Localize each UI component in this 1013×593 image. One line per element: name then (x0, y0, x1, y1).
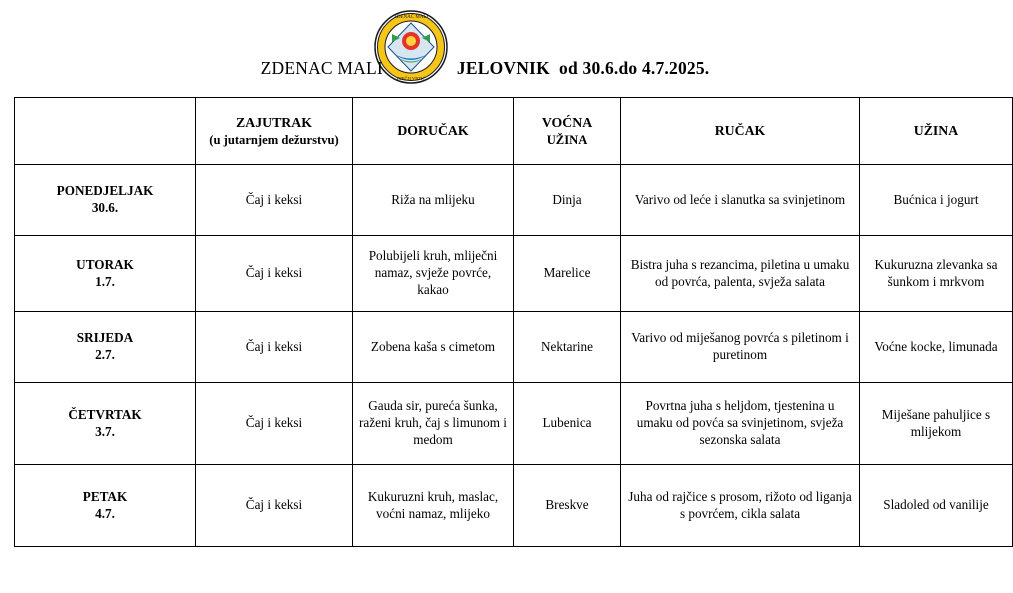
cell-rucak: Povrtna juha s heljdom, tjestenina u umaku od povća sa svinjetinom, svježa sezonska salata (621, 383, 860, 465)
day-date: 3.7. (95, 423, 115, 439)
cell-vocna-uzina: Nektarine (514, 312, 621, 383)
cell-uzina: Miješane pahuljice s mlijekom (860, 383, 1013, 465)
column-header-zajutrak-sub: (u jutarnjem dežurstvu) (209, 132, 339, 147)
document-header (0, 0, 970, 92)
day-name: UTORAK (76, 256, 134, 272)
cell-uzina: Sladoled od vanilije (860, 465, 1013, 547)
cell-rucak: Bistra juha s rezancima, piletina u umaku od povrća, palenta, svježa salata (621, 236, 860, 312)
table-row (15, 312, 1013, 383)
cell-uzina: Bućnica i jogurt (860, 165, 1013, 236)
column-header-uzina: UŽINA (860, 98, 1013, 165)
row-day-thursday (15, 383, 196, 465)
day-name: ČETVRTAK (68, 406, 142, 422)
cell-dorucak: Zobena kaša s cimetom (353, 312, 514, 383)
column-header-dorucak: DORUČAK (353, 98, 514, 165)
cell-uzina: Voćne kocke, limunada (860, 312, 1013, 383)
column-header-rucak: RUČAK (621, 98, 860, 165)
table-row (15, 165, 1013, 236)
day-date: 2.7. (95, 347, 115, 362)
row-day-wednesday (15, 312, 196, 383)
cell-vocna-uzina: Dinja (514, 165, 621, 236)
weekly-menu-table (14, 97, 1013, 547)
cell-uzina: Kukuruzna zlevanka sa šunkom i mrkvom (860, 236, 1013, 312)
cell-dorucak: Riža na mlijeku (353, 165, 514, 236)
row-day-tuesday (15, 236, 196, 312)
table-body (15, 165, 1013, 547)
page-title (0, 58, 970, 79)
cell-dorucak: Kukuruzni kruh, maslac, voćni namaz, mlijeko (353, 465, 514, 547)
column-header-zajutrak-label: ZAJUTRAK (236, 115, 312, 131)
cell-dorucak: Polubijeli kruh, mliječni namaz, svježe povrće, kakao (353, 236, 514, 312)
cell-zajutrak: Čaj i keksi (196, 465, 353, 547)
table-row (15, 236, 1013, 312)
cell-zajutrak: Čaj i keksi (196, 165, 353, 236)
day-name: PONEDJELJAK (56, 183, 154, 199)
school-name: ZDENAC MALI (260, 58, 383, 78)
cell-rucak: Juha od rajčice s prosom, rižoto od liganja s povrćem, cikla salata (621, 465, 860, 547)
column-header-vocna-uzina (514, 98, 621, 165)
table-header (15, 98, 1013, 165)
cell-zajutrak: Čaj i keksi (196, 312, 353, 383)
day-name: SRIJEDA (76, 330, 134, 346)
menu-title: JELOVNIK od 30.6.do 4.7.2025. (456, 58, 710, 78)
table-row (15, 465, 1013, 547)
column-header-vocna-label: VOĆNA (541, 115, 593, 131)
cell-rucak: Varivo od miješanog povrća s piletinom i puretinom (621, 312, 860, 383)
cell-zajutrak: Čaj i keksi (196, 383, 353, 465)
day-name: PETAK (82, 488, 128, 504)
column-header-vocna-sub: UŽINA (546, 132, 588, 147)
svg-text:ZDENAC MALI: ZDENAC MALI (393, 15, 429, 20)
row-day-monday (15, 165, 196, 236)
day-date: 4.7. (95, 505, 115, 521)
column-header-zajutrak (196, 98, 353, 165)
day-date: 1.7. (95, 273, 115, 289)
cell-vocna-uzina: Breskve (514, 465, 621, 547)
cell-zajutrak: Čaj i keksi (196, 236, 353, 312)
column-header-day (15, 98, 196, 165)
day-date: 30.6. (91, 200, 119, 215)
cell-rucak: Varivo od leće i slanutka sa svinjetinom (621, 165, 860, 236)
svg-text:DJEČJI VRTIĆ: DJEČJI VRTIĆ (396, 76, 426, 81)
row-day-friday (15, 465, 196, 547)
cell-vocna-uzina: Marelice (514, 236, 621, 312)
table-row (15, 383, 1013, 465)
cell-dorucak: Gauda sir, pureća šunka, raženi kruh, čaj s limunom i medom (353, 383, 514, 465)
cell-vocna-uzina: Lubenica (514, 383, 621, 465)
table-header-row (15, 98, 1013, 165)
